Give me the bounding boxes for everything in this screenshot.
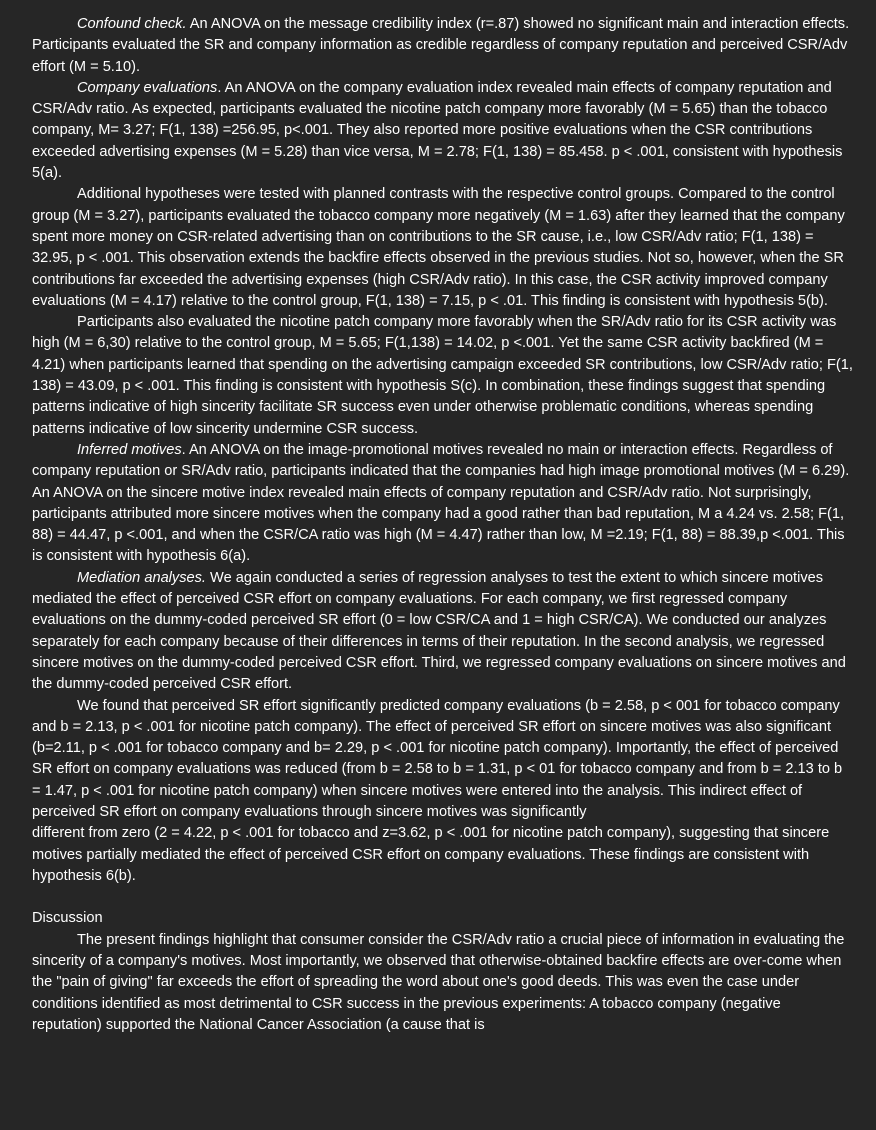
- body-discussion: The present findings highlight that consumer consider the CSR/Adv ratio a crucial piece of information in evaluating the sincerity of a company's motives. Most importantly, we observed that otherwise-obtained backfire effects are over-come when the "pain of giving" far exceeds the effort of spreading the word about one's good deeds. This was even the case under conditions identified as most detrimental to CSR success in the previous experiments: A tobacco company (negative reputation) supported the National Cancer Association (a cause that is: [32, 931, 845, 1033]
- lead-confound-check: Confound check.: [77, 16, 187, 32]
- paragraph-additional-hypotheses: [32, 184, 854, 312]
- paragraph-nicotine-patch: [32, 312, 854, 440]
- paragraph-inferred-motives: [32, 440, 854, 568]
- lead-mediation-analyses: Mediation analyses.: [77, 569, 206, 586]
- paragraph-we-found: [32, 696, 854, 824]
- body-nicotine-patch: Participants also evaluated the nicotine patch company more favorably when the SR/Adv ratio for its CSR activity was high (M = 6,30) relative to the control group, M = 5.65; F(1,138) = 14.02, p <.001. Yet the same CSR activity backfired (M = 4.21) when participants learned that spending on the advertising campaign exceeded SR contributions, low CSR/Adv ratio; F(1, 138) = 43.09, p < .001. This finding is consistent with hypothesis S(c). In combination, these findings suggest that spending patterns indicative of high sincerity facilitate SR success even under otherwise problematic conditions, whereas spending patterns indicative of low sincerity undermine CSR success.: [32, 314, 853, 437]
- body-we-found: We found that perceived SR effort significantly predicted company evaluations (b = 2.58, p < 001 for tobacco company and b = 2.13, p < .001 for nicotine patch company). The effect of perceived SR effort on sincere motives was also significant (b=2.11, p < .001 for tobacco company and b= 2.29, p < .001 for nicotine patch company). Importantly, the effect of perceived SR effort on company evaluations was reduced (from b = 2.58 to b = 1.31, p < 01 for tobacco company and from b = 2.13 to b = 1.47, p < .001 for nicotine patch company) when sincere motives were entered into the analysis. This indirect effect of perceived SR effort on company evaluations through sincere motives was significantly: [32, 697, 843, 820]
- document-page: [32, 14, 854, 1036]
- paragraph-confound-check: [32, 14, 854, 78]
- body-mediation-analyses: We again conducted a series of regression analyses to test the extent to which sincere motives mediated the effect of perceived CSR effort on company evaluations. For each company, we first regressed company evaluations on the dummy-coded perceived SR effort (0 = low CSR/CA and 1 = high CSR/CA). We conducted our analyzes separately for each company because of their differences in terms of their reputation. In the second analysis, we regressed sincere motives on the dummy-coded perceived CSR effort. Third, we regressed company evaluations on sincere motives and the dummy-coded perceived CSR effort.: [32, 569, 846, 693]
- lead-company-evaluations: Company evaluations: [77, 79, 218, 96]
- paragraph-different-from-zero: [32, 823, 854, 887]
- paragraph-company-evaluations: [32, 78, 854, 184]
- paragraph-mediation-analyses: [32, 568, 854, 696]
- paragraph-discussion: [32, 930, 854, 1036]
- body-company-evaluations: . An ANOVA on the company evaluation index revealed main effects of company reputation and CSR/Adv ratio. As expected, participants evaluated the nicotine patch company more favorably (M = 5.65) than the tobacco company, M= 3.27; F(1, 138) =256.95, p<.001. They also reported more positive evaluations when the CSR contributions exceeded advertising expenses (M = 5.28) than vice versa, M = 2.78; F(1, 138) = 85.458. p < .001, consistent with hypothesis 5(a).: [32, 79, 843, 182]
- lead-inferred-motives: Inferred motives: [77, 441, 182, 458]
- body-different-from-zero: different from zero (2 = 4.22, p < .001 for tobacco and z=3.62, p < .001 for nicotine patch company), suggesting that sincere motives partially mediated the effect of perceived CSR effort on company evaluations. These findings are consistent with hypothesis 6(b).: [32, 825, 830, 884]
- section-heading-discussion: Discussion: [32, 910, 103, 927]
- body-inferred-motives: . An ANOVA on the image-promotional motives revealed no main or interaction effects. Regardless of company reputation or SR/Adv ratio, participants indicated that the companies had high image promotional motives (M = 6.29). An ANOVA on the sincere motive index revealed main effects of company reputation and CSR/Adv ratio. Not surprisingly, participants attributed more sincere motives when the company had a good rather than bad reputation, M a 4.24 vs. 2.58; F(1, 88) = 44.47, p <.001, and when the CSR/CA ratio was high (M = 4.47) rather than low, M =2.19; F(1, 88) = 88.39,p <.001. This is consistent with hypothesis 6(a).: [32, 441, 850, 565]
- body-confound-check: An ANOVA on the message credibility index (r=.87) showed no significant main and interaction effects. Participants evaluated the SR and company information as credible regardless of company reputation and perceived CSR/Adv effort (M = 5.10).: [32, 16, 850, 75]
- body-additional-hypotheses: Additional hypotheses were tested with planned contrasts with the respective control groups. Compared to the control group (M = 3.27), participants evaluated the tobacco company more negatively (M = 1.63) after they learned that the company spent more money on CSR-related advertising than on contributions to the SR cause, i.e., low CSR/Adv ratio; F(1, 138) = 32.95, p < .001. This observation extends the backfire effects observed in the previous studies. Not so, however, when the SR contributions far exceeded the advertising expenses (high CSR/Adv ratio). In this case, the CSR activity improved company evaluations (M = 4.17) relative to the control group, F(1, 138) = 7.15, p < .01. This finding is consistent with hypothesis 5(b).: [32, 186, 845, 309]
